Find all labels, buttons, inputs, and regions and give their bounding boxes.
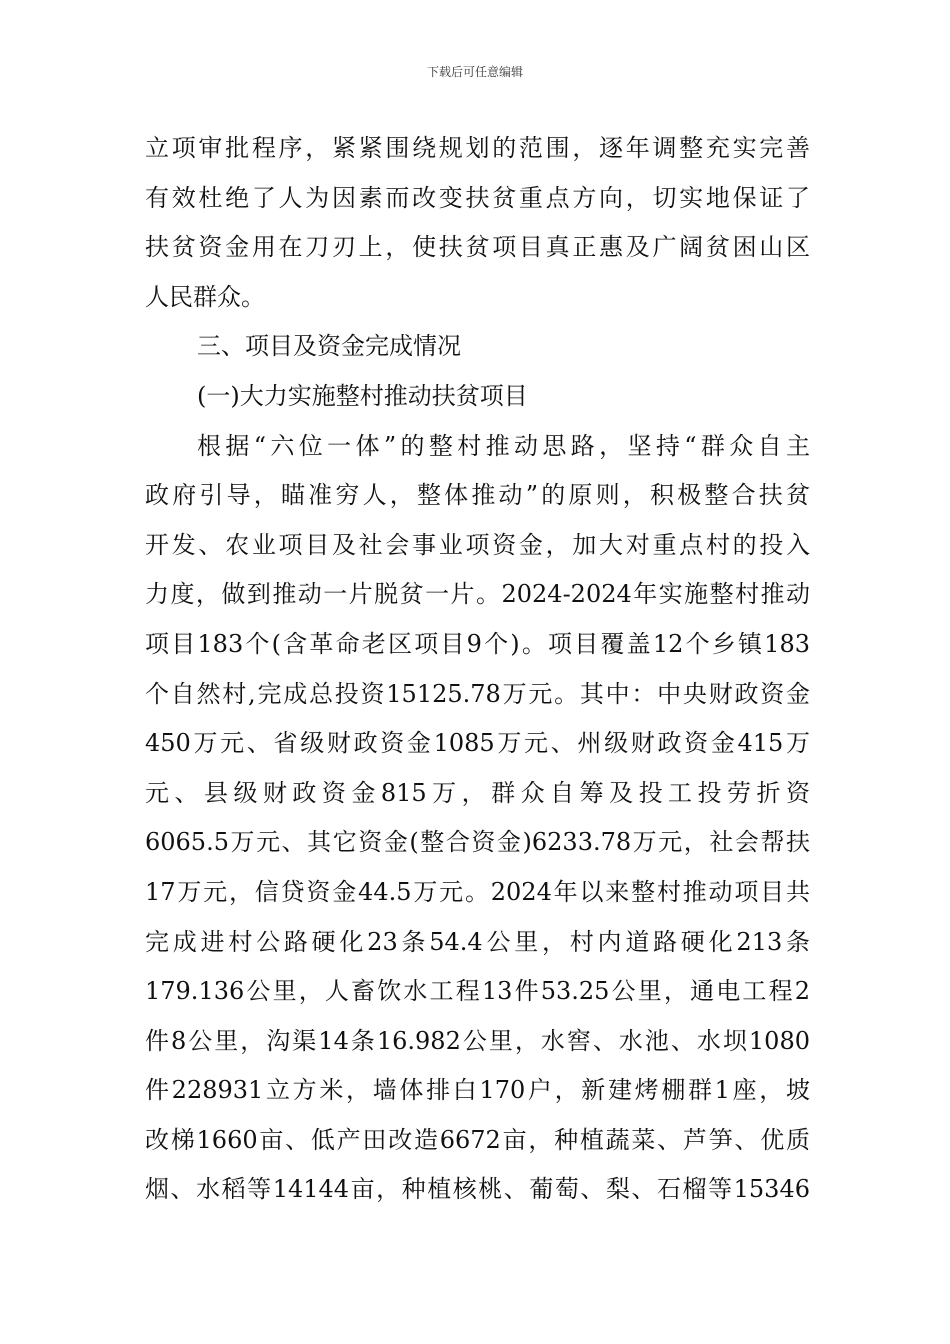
body-line: 个自然村,完成总投资15125.78万元。其中：中央财政资金 bbox=[145, 679, 810, 708]
body-line: 力度，做到推动一片脱贫一片。2024-2024年实施整村推动 bbox=[145, 580, 810, 609]
body-line: 根据“六位一体”的整村推动思路，坚持“群众自主 bbox=[197, 431, 810, 460]
body-line: 件8公里，沟渠14条16.982公里，水窖、水池、水坝1080 bbox=[145, 1026, 810, 1055]
body-line: 有效杜绝了人为因素而改变扶贫重点方向，切实地保证了 bbox=[145, 183, 810, 212]
body-line: 政府引导，瞄准穷人，整体推动”的原则，积极整合扶贫 bbox=[145, 481, 810, 510]
body-line: 件228931立方米，墙体排白170户，新建烤棚群1座，坡 bbox=[145, 1076, 810, 1105]
subsection-heading: (一)大力实施整村推动扶贫项目 bbox=[197, 381, 528, 410]
body-line: 改梯1660亩、低产田改造6672亩，种植蔬菜、芦笋、优质 bbox=[145, 1125, 810, 1154]
body-line: 450万元、省级财政资金1085万元、州级财政资金415万 bbox=[145, 729, 810, 758]
body-line: 扶贫资金用在刀刃上，使扶贫项目真正惠及广阔贫困山区 bbox=[145, 233, 810, 262]
body-line: 立项审批程序，紧紧围绕规划的范围，逐年调整充实完善 bbox=[145, 134, 810, 162]
body-line: 项目183个(含革命老区项目9个)。项目覆盖12个乡镇183 bbox=[145, 629, 810, 658]
body-line: 6065.5万元、其它资金(整合资金)6233.78万元，社会帮扶 bbox=[145, 828, 810, 857]
body-line: 完成进村公路硬化23条54.4公里，村内道路硬化213条 bbox=[145, 927, 810, 956]
section-heading: 三、项目及资金完成情况 bbox=[197, 332, 461, 361]
document-body bbox=[145, 124, 810, 1215]
body-line: 元、县级财政资金815万，群众自筹及投工投劳折资 bbox=[145, 778, 810, 807]
body-line: 开发、农业项目及社会事业项资金，加大对重点村的投入 bbox=[145, 530, 810, 559]
body-line: 人民群众。 bbox=[145, 282, 265, 311]
body-line: 烟、水稻等14144亩，种植核桃、葡萄、梨、石榴等15346 bbox=[145, 1175, 810, 1204]
page-header: 下载后可任意编辑 bbox=[426, 65, 523, 79]
body-line: 17万元，信贷资金44.5万元。2024年以来整村推动项目共 bbox=[145, 877, 810, 906]
body-line: 179.136公里，人畜饮水工程13件53.25公里，通电工程2 bbox=[145, 977, 810, 1006]
